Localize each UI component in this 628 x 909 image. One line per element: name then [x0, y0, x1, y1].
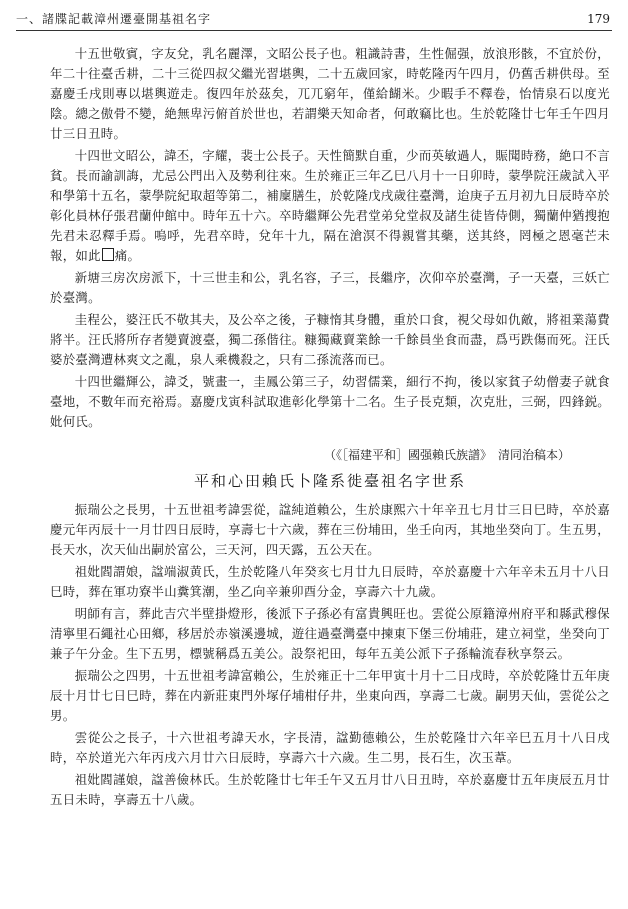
paragraph: 祖妣閻謹娘，諡善儉林氏。生於乾隆廿七年壬午又五月廿八日丑時，卒於嘉慶廿五年庚辰五月廿五日未時，享壽五十八歲。 [50, 772, 610, 807]
paragraph: 雲從公之長子，十六世祖考諱天水，字長清，諡勤德賴公，生於乾隆廿六年辛巳五月十八日戌時，卒於道光六年丙戌六月廿六日辰時，享壽六十六歲。生二男，長石生，次玉葦。 [50, 730, 610, 765]
section-title: 平和心田賴氏卜隆系徙臺祖名字世系 [193, 472, 466, 490]
paragraph-tail: 痛。 [114, 248, 141, 263]
missing-character-box [102, 248, 114, 261]
paragraph: 振瑞公之長男，十五世祖考諱雲從，諡純道賴公，生於康熙六十年辛丑七月廿三日巳時，卒於嘉慶元年丙辰十一月廿四日辰時，享壽七十六歲，葬在三份埔田，坐壬向丙，其地坐癸向丁。生五男，長天水，次天仙出嗣於富公，三天河，四天露，五公天在。 [50, 502, 610, 557]
paragraph: 十四世繼輝公，諱爻，號畫一，圭鳳公第三子，幼習儒業，細行不拘，後以家貧子幼僧妻子就食臺地，不數年而充裕焉。嘉慶戊寅科試取進彰化學第十二名。生子長克類，次克壯，三弼，四鋒鋭。妣何氏。 [50, 374, 610, 429]
page-number: 179 [587, 12, 610, 26]
paragraph: 明師有言，葬此吉穴半壁掛燈形，後派下子孫必有富貴興旺也。雲從公原籍漳州府平和縣武穆保清寧里石繩社心田鄉，移居於赤嶺溪邊城，遊往過臺灣臺中揀東下堡三份埔莊，建立祠堂，坐癸向丁兼子午分金。生下五男，標號稱爲五美公。設祭祀田，每年五美公派下子孫輪流春秋享祭云。 [50, 606, 610, 661]
running-header [16, 10, 612, 31]
paragraph [50, 146, 610, 266]
paragraph: 祖妣閻謂娘，諡端淑黄氏，生於乾隆八年癸亥七月廿九日辰時，卒於嘉慶十六年辛未五月十八日巳時，葬在軍功寮半山糞箕潮，坐乙向辛兼卯酉分金，享壽六十九歲。 [50, 564, 610, 599]
paragraph: 十五世敬賓，字友兌，乳名麗澤，文昭公長子也。粗識詩書，生性倔强，放浪形骸，不宜於份，年二十往臺舌耕，二十三從四叔父繼光習堪輿，二十五歲回家，時乾隆丙午四月，仍舊舌耕供母。至嘉慶壬戌則專以堪輿遊走。復四年於茲矣，兀兀窮年，僅給餬米。少暇手不釋卷，怡情泉石以度光陰。總之傲骨不變，絶無卑污俯首於世也，若謂樂天知命者，何敢竊比也。生於乾隆廿七年壬午四月廿三日丑時。 [50, 46, 610, 141]
paragraph: 振瑞公之四男，十五世祖考諱富賴公，生於雍正十二年甲寅十月十二日戌時，卒於乾隆廿五年庚辰十月廿七日巳時，葬在内新莊東門外塚仔埔柑仔井，坐東向西，享壽二七歲。嗣男天仙，雲從公之男。 [50, 668, 610, 723]
paragraph: 圭程公，婆汪氏不敬其夫，及公卒之後，子糠惰其身體，重於口食，視父母如仇敵，將祖業蕩費將半。汪氏將所存者變賣渡臺，獨二孫偕往。糠獨藏賣業餘一千餘員坐食而盡，爲丐跌傷而死。汪氏婆於臺灣遭林爽文之亂，泉人乘機殺之，只有二孫流落而已。 [50, 312, 610, 367]
header-title: 一、諸牒記載漳州遷臺開基祖名字 [16, 12, 212, 26]
paragraph-text: 十四世文昭公，諱丕，字耀，裴士公長子。天性簡默自重，少而英敏過人，賑聞時務，絶口不言貧。長而諭訓誨，尤忌公門出入及勢利往來。生於雍正三年乙巳八月十一日卯時，蒙學院汪歲試入平和學第十五名，蒙學院紀取超等第二，補廩膳生，於乾隆戊戌歲往臺灣，迨庚子五月初九日辰時卒於彰化員林仔張君蘭仲館中。時年五十六。卒時繼輝公先君堂弟兌堂叔及諸生徒皆侍側，獨蘭仲猶搜抱先君未忍釋手焉。嗚呼，先君卒時，兌年十九，隔在滄溟不得親嘗其藥，送其終，罔極之恩毫芒未報，如此 [50, 148, 610, 263]
paragraph: 新塘三房次房派下，十三世圭和公，乳名容，子三，長繼序，次仰卒於臺灣，子一天臺，三妖亡於臺灣。 [50, 270, 610, 305]
page-body [50, 44, 610, 812]
source-citation: （《［福建平和］國强賴氏族譜》 清同治稿本） [323, 448, 570, 462]
